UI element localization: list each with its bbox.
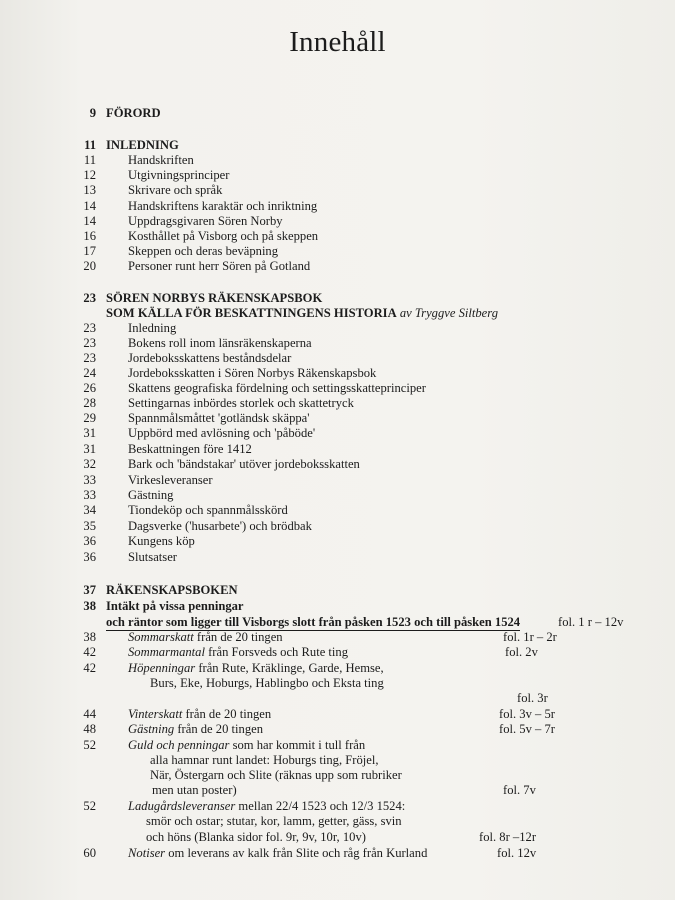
toc-entry	[0, 614, 675, 630]
entry-title	[128, 441, 252, 457]
page-number: 13	[83, 183, 96, 197]
entry-title	[128, 213, 283, 229]
page-number: 42	[83, 661, 96, 675]
page-number: 31	[83, 442, 96, 456]
section-heading	[106, 598, 244, 614]
entry-text: Virkesleveranser	[128, 473, 213, 487]
toc-entry	[0, 365, 675, 381]
toc-entry	[0, 182, 675, 198]
entry-title	[150, 675, 384, 691]
folio-reference: fol. 12v	[497, 846, 537, 860]
page-number: 48	[83, 722, 96, 736]
toc-entry	[0, 198, 675, 214]
entry-text: INLEDNING	[106, 138, 179, 152]
toc-entry	[0, 582, 675, 598]
page-number: 44	[83, 707, 96, 721]
entry-text: Skrivare och språk	[128, 183, 223, 197]
entry-text: SOM KÄLLA FÖR BESKATTNINGENS HISTORIA	[106, 306, 397, 320]
toc-entry	[0, 305, 675, 321]
toc-entry	[0, 518, 675, 534]
toc-entry	[0, 675, 675, 691]
entry-text: och räntor som ligger till Visborgs slott från påsken 1523 och till påsken 1524	[106, 615, 521, 629]
entry-text: mellan 22/4 1523 och 12/3 1524:	[235, 799, 406, 813]
page-number: 33	[83, 488, 96, 502]
entry-text: Handskriften	[128, 153, 194, 167]
folio-reference: fol. 1r – 2r	[503, 630, 557, 644]
entry-title	[150, 767, 402, 783]
entry-text: FÖRORD	[106, 106, 161, 120]
entry-title	[128, 549, 177, 565]
section-heading	[106, 614, 520, 630]
entry-title	[128, 380, 426, 396]
entry-title	[128, 518, 312, 534]
page-title: Innehåll	[289, 26, 386, 58]
section-heading	[106, 290, 322, 306]
entry-text: Utgivningsprinciper	[128, 168, 230, 182]
toc-entry	[0, 335, 675, 351]
toc-entry	[0, 644, 675, 660]
entry-text: Uppdragsgivaren Sören Norby	[128, 214, 283, 228]
toc-entry	[0, 767, 675, 783]
section-heading	[106, 305, 498, 321]
folio-reference: fol. 3r	[517, 691, 548, 705]
page-number: 11	[83, 153, 96, 167]
entry-text: från de 20 tingen	[182, 707, 272, 721]
section-heading	[106, 137, 179, 153]
entry-text: och höns (Blanka sidor fol. 9r, 9v, 10r, 10v)	[146, 830, 366, 844]
page-number: 36	[83, 534, 96, 548]
toc-entry	[0, 472, 675, 488]
entry-text: men utan poster)	[152, 783, 237, 797]
toc-entry	[0, 105, 675, 121]
toc-entry	[0, 721, 675, 737]
page-number: 32	[83, 457, 96, 471]
entry-text: som har kommit i tull från	[229, 738, 366, 752]
entry-title	[128, 487, 173, 503]
entry-text: Personer runt herr Sören på Gotland	[128, 259, 311, 273]
entry-title	[150, 752, 379, 768]
toc-entry	[0, 782, 675, 798]
entry-text: Kungens köp	[128, 534, 195, 548]
toc-entry	[0, 425, 675, 441]
toc-entry	[0, 380, 675, 396]
folio-reference: fol. 3v – 5r	[499, 707, 555, 721]
toc-entry	[0, 258, 675, 274]
toc-entry	[0, 228, 675, 244]
entry-text: från de 20 tingen	[174, 722, 264, 736]
toc-entry	[0, 752, 675, 768]
toc-entry	[0, 213, 675, 229]
entry-text: Slutsatser	[128, 550, 177, 564]
toc-entry	[0, 152, 675, 168]
entry-title	[128, 182, 222, 198]
entry-title-italic: Notiser	[128, 846, 166, 860]
entry-text: Jordeboksskattens beståndsdelar	[128, 351, 292, 365]
entry-title	[128, 798, 405, 814]
entry-text: Uppbörd med avlösning och 'påböde'	[128, 426, 316, 440]
toc-entry	[0, 167, 675, 183]
entry-title	[128, 335, 312, 351]
page-number: 38	[83, 630, 96, 644]
folio-reference: fol. 8r –12r	[479, 830, 537, 844]
page-number: 38	[83, 599, 96, 613]
entry-text: Bark och 'bändstakar' utöver jordeboksskatten	[128, 457, 360, 471]
toc-entry	[0, 845, 675, 861]
toc-entry	[0, 549, 675, 565]
entry-title	[146, 829, 366, 845]
entry-title	[128, 365, 376, 381]
entry-title	[128, 243, 278, 259]
toc-entry	[0, 137, 675, 153]
folio-reference: fol. 5v – 7r	[499, 722, 555, 736]
page-number: 60	[83, 846, 96, 860]
toc-entry	[0, 320, 675, 336]
page-number: 42	[83, 645, 96, 659]
folio-reference: fol. 7v	[503, 783, 536, 797]
entry-text: Inledning	[128, 321, 177, 335]
entry-text: Settingarnas inbördes storlek och skattetryck	[128, 396, 354, 410]
entry-text: SÖREN NORBYS RÄKENSKAPSBOK	[106, 291, 323, 305]
entry-text: Skattens geografiska fördelning och settingsskatteprinciper	[128, 381, 426, 395]
section-heading	[106, 582, 238, 598]
toc-entry	[0, 456, 675, 472]
folio-reference: fol. 1 r – 12v	[558, 615, 624, 629]
toc-entry	[0, 533, 675, 549]
entry-title	[128, 629, 283, 645]
entry-title	[128, 737, 365, 753]
entry-text: från Rute, Kräklinge, Garde, Hemse,	[195, 661, 384, 675]
entry-title	[128, 167, 229, 183]
entry-title	[128, 644, 348, 660]
page-number: 26	[83, 381, 96, 395]
toc-entry	[0, 660, 675, 676]
toc-entry	[0, 395, 675, 411]
page-number: 28	[83, 396, 96, 410]
toc-entry	[0, 629, 675, 645]
entry-text: Burs, Eke, Hoburgs, Hablingbo och Eksta ting	[150, 676, 384, 690]
page-number: 34	[83, 503, 96, 517]
page-number: 24	[83, 366, 96, 380]
entry-title	[128, 472, 213, 488]
entry-title-italic: Sommarmantal	[128, 645, 205, 659]
toc-entry	[0, 813, 675, 829]
toc-entry	[0, 441, 675, 457]
entry-title-italic: Guld och penningar	[128, 738, 230, 752]
toc-entry	[0, 706, 675, 722]
entry-title	[128, 425, 315, 441]
entry-title-italic: Höpenningar	[128, 661, 196, 675]
page-number: 52	[83, 738, 96, 752]
page-number: 16	[83, 229, 96, 243]
entry-title	[128, 410, 310, 426]
entry-title	[128, 198, 317, 214]
entry-text: Bokens roll inom länsräkenskaperna	[128, 336, 312, 350]
entry-title	[128, 350, 291, 366]
entry-title-italic: Sommarskatt	[128, 630, 194, 644]
entry-text: om leverans av kalk från Slite och råg från Kurland	[165, 846, 428, 860]
entry-text: RÄKENSKAPSBOKEN	[106, 583, 238, 597]
page-number: 23	[83, 336, 96, 350]
entry-text: Tiondeköp och spannmålsskörd	[128, 503, 288, 517]
entry-title	[128, 152, 194, 168]
entry-title	[128, 533, 195, 549]
author-credit: av Tryggve Siltberg	[396, 306, 498, 320]
entry-title	[128, 320, 176, 336]
entry-title	[128, 845, 427, 861]
toc-entry	[0, 798, 675, 814]
entry-title	[128, 721, 263, 737]
entry-title	[128, 228, 318, 244]
page-number: 23	[83, 351, 96, 365]
page-number: 31	[83, 426, 96, 440]
page-number: 37	[83, 583, 96, 597]
entry-text: Intäkt på vissa penningar	[106, 599, 244, 613]
entry-title-italic: Vinterskatt	[128, 707, 183, 721]
toc-entry	[0, 350, 675, 366]
entry-title	[128, 660, 384, 676]
page-number: 33	[83, 473, 96, 487]
toc-entry	[0, 598, 675, 614]
entry-text: Spannmålsmåttet 'gotländsk skäppa'	[128, 411, 310, 425]
toc-entry	[0, 243, 675, 259]
entry-text: Handskriftens karaktär och inriktning	[128, 199, 318, 213]
entry-title	[128, 395, 354, 411]
page-number: 35	[83, 519, 96, 533]
entry-title	[152, 782, 237, 798]
page-number: 36	[83, 550, 96, 564]
entry-title-italic: Gästning	[128, 722, 175, 736]
page-number: 14	[83, 199, 96, 213]
entry-title	[128, 502, 288, 518]
entry-title-italic: Ladugårdsleveranser	[128, 799, 236, 813]
section-heading	[106, 105, 161, 121]
page-number: 14	[83, 214, 96, 228]
entry-title	[128, 258, 310, 274]
page-number: 23	[83, 321, 96, 335]
entry-text: alla hamnar runt landet: Hoburgs ting, Fröjel,	[150, 753, 379, 767]
page-number: 11	[84, 138, 96, 152]
entry-title	[146, 813, 402, 829]
toc-entry	[0, 487, 675, 503]
entry-text: Beskattningen före 1412	[128, 442, 252, 456]
entry-text: Gästning	[128, 488, 174, 502]
entry-title	[128, 456, 360, 472]
entry-text: Dagsverke ('husarbete') och brödbak	[128, 519, 312, 533]
page-number: 23	[83, 291, 96, 305]
page-number: 29	[83, 411, 96, 425]
page-number: 17	[83, 244, 96, 258]
page-number: 12	[83, 168, 96, 182]
page-number: 9	[89, 106, 96, 120]
toc-entry	[0, 502, 675, 518]
entry-text: Skeppen och deras beväpning	[128, 244, 279, 258]
entry-text: från Forsveds och Rute ting	[204, 645, 349, 659]
folio-reference: fol. 2v	[505, 645, 538, 659]
toc-entry	[0, 829, 675, 845]
page-number: 52	[83, 799, 96, 813]
toc-entry	[0, 690, 675, 706]
entry-text: Kosthållet på Visborg och på skeppen	[128, 229, 319, 243]
entry-text: När, Östergarn och Slite (räknas upp som rubriker	[150, 768, 402, 782]
entry-text: smör och ostar; stutar, kor, lamm, getter, gäss, svin	[146, 814, 402, 828]
toc-entry	[0, 290, 675, 306]
toc-entry	[0, 410, 675, 426]
toc-entry	[0, 737, 675, 753]
entry-title	[128, 706, 271, 722]
entry-text: Jordeboksskatten i Sören Norbys Räkenskapsbok	[128, 366, 377, 380]
entry-text: från de 20 tingen	[193, 630, 283, 644]
page-number: 20	[83, 259, 96, 273]
